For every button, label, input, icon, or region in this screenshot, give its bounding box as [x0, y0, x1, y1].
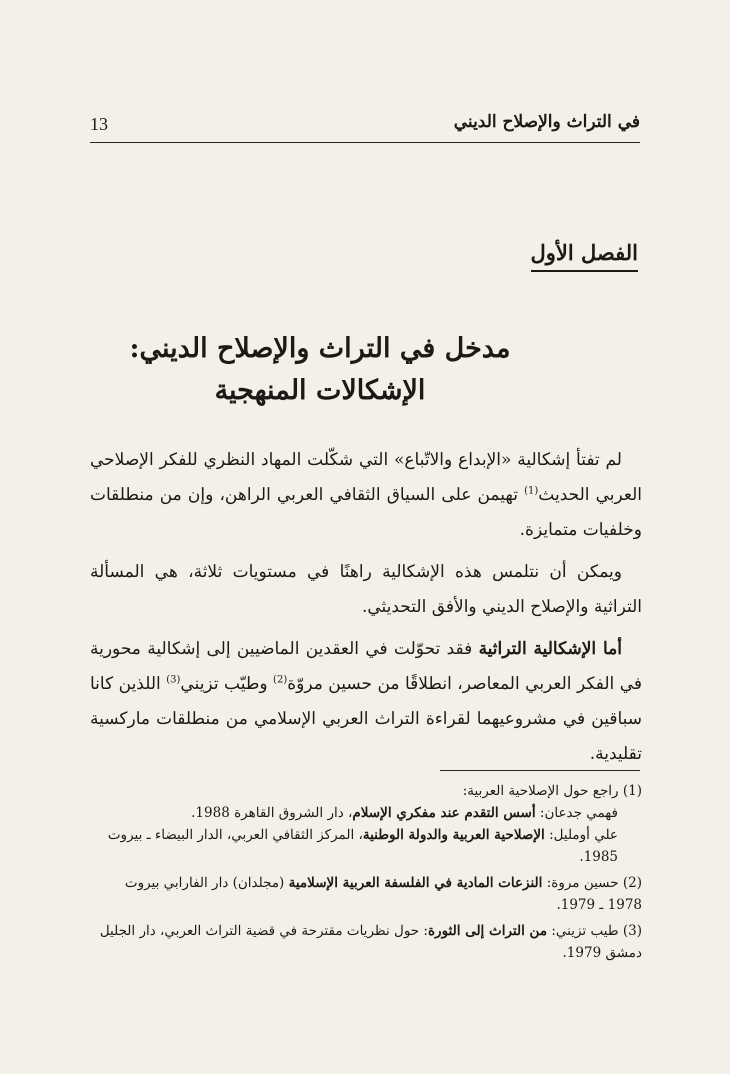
footnote-ref-1: (1) [524, 485, 539, 497]
paragraph-1-text-a: لم تفتأ إشكالية «الإبداع والاتّباع» التي شكّلت المهاد النظري للفكر الإصلاحي العربي الحديث [90, 450, 643, 505]
page-number: 13 [90, 114, 108, 134]
footnote-3-rest: : حول نظريات مقترحة في قضية التراث العربي، دار الجليل دمشق 1979. [99, 923, 642, 961]
footnote-2-lead: (2) حسين مروة: [542, 875, 642, 891]
paragraph-3-text-b: وطيّب تزيني [180, 674, 274, 694]
paragraph-3-lead: أما الإشكالية التراثية [478, 639, 622, 659]
footnote-3-title: من التراث إلى الثورة [427, 923, 548, 939]
chapter-title [90, 328, 550, 412]
footnote-1-rest-b: ، المركز الثقافي العربي، الدار البيضاء ـ بيروت 1985. [107, 827, 618, 865]
footnote-ref-3: (3) [166, 674, 181, 686]
footnote-2-rest: (مجلدان) دار الفارابي بيروت 1978 ـ 1979. [124, 875, 642, 913]
paragraph-3-text-a: فقد تحوّلت في العقدين الماضيين إلى إشكالية محورية في الفكر العربي المعاصر، انطلاقًا من حسين مروّة [90, 639, 643, 694]
running-title: في التراث والإصلاح الديني [453, 112, 640, 132]
footnote-1-rest-a: ، دار الشروق القاهرة 1988. [191, 805, 353, 821]
chapter-label: الفصل الأول [531, 240, 639, 272]
footnote-1-ref-b [90, 824, 642, 868]
footnote-1-author-b: علي أومليل: [544, 827, 618, 843]
footnote-2 [90, 872, 642, 916]
footnote-2-title: النزعات المادية في الفلسفة العربية الإسلامية [288, 875, 543, 891]
footnote-1-title-a: أسس التقدم عند مفكري الإسلام [352, 805, 536, 821]
footnote-1-author-a: فهمي جدعان: [535, 805, 618, 821]
footnote-1-intro: (1) راجع حول الإصلاحية العربية: [462, 783, 642, 799]
body-text [90, 443, 642, 779]
paragraph-3-text-c: اللذين كانا سباقين في مشروعيهما لقراءة التراث العربي الإسلامي من منطلقات ماركسية تقليدية. [90, 674, 642, 764]
footnote-1 [90, 780, 642, 868]
chapter-title-line1: مدخل في التراث والإصلاح الديني: [129, 333, 511, 364]
footnote-1-ref-a [90, 802, 642, 824]
footnote-3-lead: (3) طيب تزيني: [547, 923, 642, 939]
paragraph-1 [90, 443, 642, 548]
paragraph-3 [90, 632, 642, 772]
page-header [90, 110, 640, 143]
footnote-1-title-b: الإصلاحية العربية والدولة الوطنية [362, 827, 545, 843]
paragraph-2: ويمكن أن نتلمس هذه الإشكالية راهنًا في مستويات ثلاثة، هي المسألة التراثية والإصلاح الديني والأفق التحديثي. [90, 562, 642, 617]
footnote-3 [90, 920, 642, 964]
footnote-divider [440, 770, 640, 771]
footnote-ref-2: (2) [273, 674, 288, 686]
chapter-title-line2: الإشكالات المنهجية [214, 375, 426, 406]
paragraph-1-text-b: تهيمن على السياق الثقافي العربي الراهن، وإن من منطلقات وخلفيات متمايزة. [90, 485, 642, 540]
footnotes [90, 780, 642, 968]
